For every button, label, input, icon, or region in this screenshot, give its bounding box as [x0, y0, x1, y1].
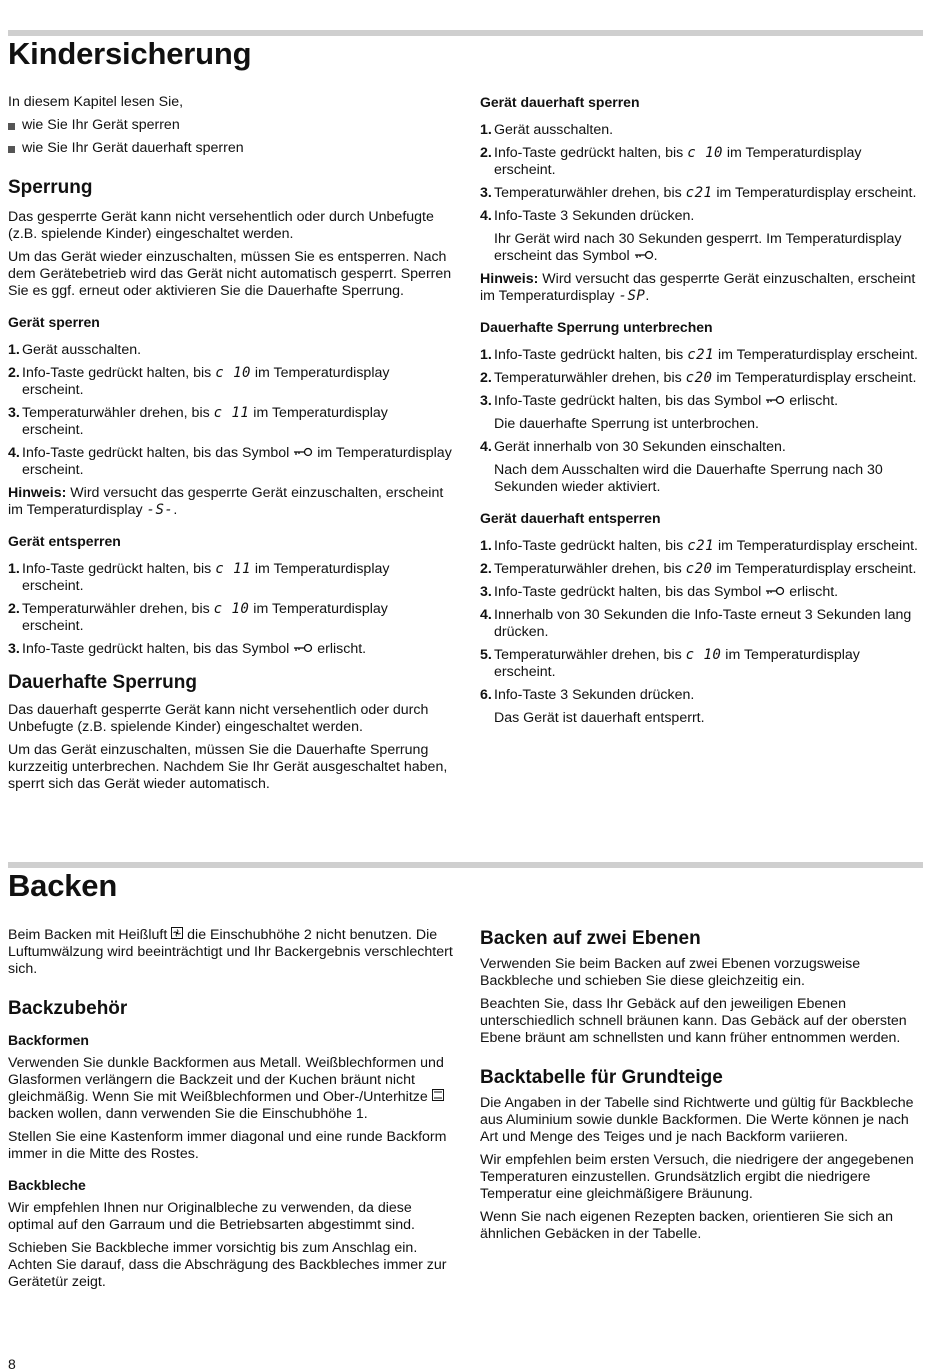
hint-paragraph: Hinweis: Wird versucht das gesperrte Gerät einzuschalten, erscheint im Temperaturdisplay -SP. — [480, 271, 916, 304]
subheading-geraet-sperren: Gerät sperren — [8, 314, 100, 330]
key-lock-icon — [293, 641, 313, 658]
display-code: c20 — [685, 370, 713, 386]
paragraph: Beachten Sie, dass Ihr Gebäck auf den jeweiligen Ebenen unterschiedlich schnell bräunen kann. Das Gebäck auf der obersten Ebene bräunt am schnellsten und kann früher entnommen werden. — [480, 996, 907, 1046]
key-lock-icon — [293, 445, 313, 462]
step-item: 2. Info-Taste gedrückt halten, bis c 10 im Temperaturdisplay erscheint. — [480, 145, 862, 178]
hint-paragraph: Hinweis: Wird versucht das gesperrte Gerät einzuschalten, erscheint im Temperaturdisplay -S-. — [8, 485, 444, 518]
subheading-sperrung-unterbrechen: Dauerhafte Sperrung unterbrechen — [480, 319, 713, 335]
subheading-dauerhaft-entsperren: Gerät dauerhaft entsperren — [480, 510, 661, 526]
page-number: 8 — [8, 1356, 16, 1370]
step-item: 4. Info-Taste gedrückt halten, bis das Symbol im Temperaturdisplay erscheint. — [8, 445, 452, 478]
step-item: 3. Info-Taste gedrückt halten, bis das Symbol erlischt. — [480, 584, 839, 600]
paragraph: Die Angaben in der Tabelle sind Richtwerte und gültig für Backbleche aus Aluminium sowie dunkle Backformen. Die Werte können je nach Art und Menge des Teiges und je nach Backform variieren. — [480, 1095, 914, 1145]
step-item: 1. Gerät ausschalten. — [8, 342, 142, 358]
heading-zwei-ebenen: Backen auf zwei Ebenen — [480, 928, 701, 949]
display-code: c21 — [687, 538, 715, 554]
step-item: 1. Info-Taste gedrückt halten, bis c21 im Temperaturdisplay erscheint. — [480, 347, 918, 363]
step-item: 5. Temperaturwähler drehen, bis c 10 im Temperaturdisplay erscheint. — [480, 647, 860, 680]
display-code: c21 — [685, 185, 713, 201]
paragraph: Um das Gerät wieder einzuschalten, müssen Sie es entsperren. Nach dem Gerätebetrieb wird das Gerät nicht automatisch gesperrt. Sperren Sie es ggf. erneut oder aktivieren Sie die Dauerhafte Sperrung. — [8, 249, 452, 299]
step-item: 4. Gerät innerhalb von 30 Sekunden einschalten. — [480, 439, 786, 455]
paragraph: Schieben Sie Backbleche immer vorsichtig bis zum Anschlag ein. Achten Sie darauf, dass die Abschrägung des Backbleches immer zur Gerätetür zeigt. — [8, 1240, 447, 1290]
section-divider — [8, 862, 923, 868]
bullet-item: wie Sie Ihr Gerät dauerhaft sperren — [8, 140, 453, 157]
step-item: 2. Temperaturwähler drehen, bis c 10 im Temperaturdisplay erscheint. — [8, 601, 388, 634]
subheading-dauerhaft-sperren: Gerät dauerhaft sperren — [480, 94, 640, 110]
chapter-title-backen: Backen — [8, 868, 118, 903]
step-item: 3. Info-Taste gedrückt halten, bis das Symbol erlischt. — [8, 641, 367, 657]
step-note: Ihr Gerät wird nach 30 Sekunden gesperrt. Im Temperaturdisplay erscheint das Symbol . — [494, 231, 902, 264]
step-item: 4. Innerhalb von 30 Sekunden die Info-Taste erneut 3 Sekunden lang drücken. — [480, 607, 912, 640]
display-code: c 10 — [687, 145, 723, 161]
heading-backzubehoer: Backzubehör — [8, 998, 128, 1019]
display-code: -SP — [618, 288, 646, 304]
paragraph: Stellen Sie eine Kastenform immer diagonal und eine runde Backform immer in die Mitte des Rostes. — [8, 1129, 447, 1162]
paragraph: Wir empfehlen beim ersten Versuch, die niedrigere der angegebenen Temperaturen einzustellen. Grundsätzlich ergibt die niedrigere Temperatur eine gleichmäßigere Bräunung. — [480, 1152, 914, 1202]
display-code: c21 — [687, 347, 715, 363]
step-item: 1. Gerät ausschalten. — [480, 122, 614, 138]
step-item: 2. Temperaturwähler drehen, bis c20 im Temperaturdisplay erscheint. — [480, 561, 917, 577]
step-item: 6. Info-Taste 3 Sekunden drücken. — [480, 687, 695, 703]
step-item: 3. Temperaturwähler drehen, bis c 11 im Temperaturdisplay erscheint. — [8, 405, 388, 438]
step-note: Das Gerät ist dauerhaft entsperrt. — [494, 710, 705, 726]
top-bottom-heat-icon — [432, 1089, 444, 1106]
paragraph: Das gesperrte Gerät kann nicht versehentlich oder durch Unbefugte (z.B. spielende Kinder) eingeschaltet werden. — [8, 209, 434, 242]
bullet-item: wie Sie Ihr Gerät sperren — [8, 117, 453, 134]
left-column-backen — [8, 927, 453, 1297]
step-item: 3. Info-Taste gedrückt halten, bis das Symbol erlischt. — [480, 393, 839, 409]
key-lock-icon — [765, 393, 785, 410]
display-code: c 10 — [685, 647, 722, 663]
step-item: 4. Info-Taste 3 Sekunden drücken. — [480, 208, 695, 224]
paragraph: Um das Gerät einzuschalten, müssen Sie die Dauerhafte Sperrung kurzzeitig unterbrechen. Nachdem Sie Ihr Gerät ausgeschaltet haben, sperrt sich das Gerät wieder automatisch. — [8, 742, 448, 792]
subheading-geraet-entsperren: Gerät entsperren — [8, 533, 121, 549]
paragraph: Verwenden Sie dunkle Backformen aus Metall. Weißblechformen und Glasformen verlängern die Backzeit und der Kuchen bräunt nicht gleichmäßig. Wenn Sie mit Weißblechformen und Ober-/Unterhitze backen wollen, dann verwenden Sie die Einschubhöhe 1. — [8, 1055, 444, 1122]
display-code: c20 — [685, 561, 713, 577]
step-item: 3. Temperaturwähler drehen, bis c21 im Temperaturdisplay erscheint. — [480, 185, 917, 201]
left-column-kindersicherung — [8, 94, 453, 799]
display-code: c 10 — [213, 601, 250, 617]
key-lock-icon — [634, 248, 654, 265]
subheading-backformen: Backformen — [8, 1032, 89, 1048]
right-column-backen — [480, 928, 925, 1249]
paragraph: Wir empfehlen Ihnen nur Originalbleche zu verwenden, da diese optimal auf den Garraum und die Betriebsarten abgestimmt sind. — [8, 1200, 415, 1233]
display-code: c 11 — [213, 405, 250, 421]
step-item: 2. Temperaturwähler drehen, bis c20 im Temperaturdisplay erscheint. — [480, 370, 917, 386]
display-code: -S- — [146, 502, 174, 518]
heading-backtabelle: Backtabelle für Grundteige — [480, 1067, 723, 1088]
key-lock-icon — [765, 584, 785, 601]
intro-paragraph: Beim Backen mit Heißluft die Einschubhöhe 2 nicht benutzen. Die Luftumwälzung wird beeinträchtigt und Ihr Backergebnis verschlechtert sich. — [8, 927, 453, 977]
display-code: c 10 — [215, 365, 251, 381]
step-note: Nach dem Ausschalten wird die Dauerhafte Sperrung nach 30 Sekunden wieder aktiviert. — [494, 462, 883, 495]
step-item: 1. Info-Taste gedrückt halten, bis c21 im Temperaturdisplay erscheint. — [480, 538, 918, 554]
hot-air-fan-icon — [171, 927, 183, 944]
intro-text: In diesem Kapitel lesen Sie, — [8, 94, 184, 110]
heading-dauerhafte-sperrung: Dauerhafte Sperrung — [8, 672, 197, 693]
paragraph: Wenn Sie nach eigenen Rezepten backen, orientieren Sie sich an ähnlichen Gebäcken in der Tabelle. — [480, 1209, 894, 1242]
subheading-backbleche: Backbleche — [8, 1177, 86, 1193]
right-column-kindersicherung — [480, 94, 925, 733]
step-item: 2. Info-Taste gedrückt halten, bis c 10 im Temperaturdisplay erscheint. — [8, 365, 390, 398]
paragraph: Verwenden Sie beim Backen auf zwei Ebenen vorzugsweise Backbleche und schieben Sie diese gleichzeitig ein. — [480, 956, 861, 989]
heading-sperrung: Sperrung — [8, 177, 93, 198]
step-note: Die dauerhafte Sperrung ist unterbrochen. — [494, 416, 759, 432]
step-item: 1. Info-Taste gedrückt halten, bis c 11 im Temperaturdisplay erscheint. — [8, 561, 390, 594]
chapter-title-kindersicherung: Kindersicherung — [8, 36, 252, 71]
display-code: c 11 — [215, 561, 251, 577]
paragraph: Das dauerhaft gesperrte Gerät kann nicht versehentlich oder durch Unbefugte (z.B. spielende Kinder) eingeschaltet werden. — [8, 702, 429, 735]
